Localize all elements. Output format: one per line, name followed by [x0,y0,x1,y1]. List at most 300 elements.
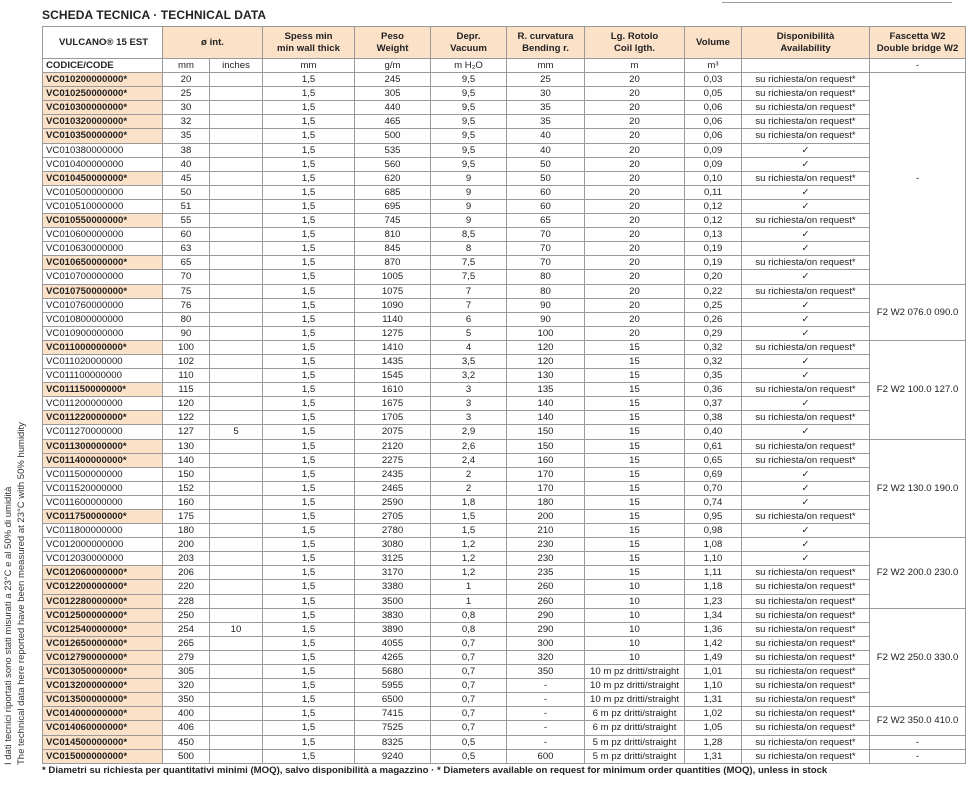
wall-thickness-cell: 1,5 [263,256,355,270]
unit-volume: m³ [685,59,742,73]
diameter-mm-cell: 60 [163,228,210,242]
vacuum-cell: 0,5 [431,735,507,749]
code-cell: VC011800000000 [43,524,163,538]
table-row [43,383,966,397]
code-cell: VC011220000000* [43,411,163,425]
diameter-inch-cell [210,735,263,749]
table-row [43,749,966,763]
weight-cell: 2780 [355,524,431,538]
vacuum-cell: 1,2 [431,552,507,566]
availability-cell: ✓ [742,552,870,566]
diameter-mm-cell: 115 [163,383,210,397]
vacuum-cell: 2,9 [431,425,507,439]
diameter-mm-cell: 35 [163,129,210,143]
diameter-mm-cell: 400 [163,707,210,721]
weight-cell: 4265 [355,650,431,664]
fascetta-cell: F2 W2 100.0 127.0 [870,340,966,439]
fascetta-cell: F2 W2 250.0 330.0 [870,608,966,707]
table-row [43,580,966,594]
volume-header: Volume [685,27,742,59]
diameter-inch-cell [210,185,263,199]
code-cell: VC010800000000 [43,312,163,326]
code-cell: VC010650000000* [43,256,163,270]
bending-radius-cell: 180 [507,495,585,509]
volume-cell: 1,31 [685,749,742,763]
code-cell: VC011200000000 [43,397,163,411]
bending-radius-cell: 260 [507,580,585,594]
diameter-inch-cell [210,270,263,284]
technical-data-table [42,26,966,764]
availability-cell: su richiesta/on request* [742,665,870,679]
diameter-mm-cell: 102 [163,354,210,368]
coil-length-cell: 15 [585,524,685,538]
coil-length-cell: 10 [585,594,685,608]
diameter-inch-cell [210,608,263,622]
wall-thickness-cell: 1,5 [263,453,355,467]
diameter-inch-cell [210,298,263,312]
vacuum-cell: 4 [431,340,507,354]
diameter-inch-cell [210,242,263,256]
weight-cell: 440 [355,101,431,115]
bending-radius-cell: 230 [507,538,585,552]
diameter-inch-cell [210,312,263,326]
vacuum-cell: 2 [431,467,507,481]
wall-thickness-cell: 1,5 [263,171,355,185]
availability-cell: su richiesta/on request* [742,622,870,636]
wall-thickness-cell: 1,5 [263,679,355,693]
diameter-inch-cell [210,87,263,101]
weight-cell: 500 [355,129,431,143]
fascetta-cell: F2 W2 350.0 410.0 [870,707,966,735]
volume-cell: 0,03 [685,73,742,87]
availability-cell: su richiesta/on request* [742,129,870,143]
bending-radius-cell: 150 [507,439,585,453]
availability-cell: ✓ [742,538,870,552]
diameter-mm-cell: 76 [163,298,210,312]
unit-wall: mm [263,59,355,73]
bending-radius-cell: 50 [507,171,585,185]
volume-cell: 1,02 [685,707,742,721]
vacuum-cell: 9,5 [431,157,507,171]
weight-cell: 2435 [355,467,431,481]
availability-cell: su richiesta/on request* [742,636,870,650]
weight-cell: 1675 [355,397,431,411]
volume-cell: 1,01 [685,665,742,679]
wall-thickness-cell: 1,5 [263,87,355,101]
bending-radius-cell: 170 [507,467,585,481]
table-row [43,143,966,157]
coil-length-cell: 20 [585,171,685,185]
availability-cell: su richiesta/on request* [742,115,870,129]
diameter-mm-cell: 175 [163,510,210,524]
wall-thickness-cell: 1,5 [263,383,355,397]
diameter-inch-cell [210,369,263,383]
weight-cell: 465 [355,115,431,129]
bending-radius-cell: 90 [507,312,585,326]
code-cell: VC011520000000 [43,481,163,495]
table-row [43,453,966,467]
wall-thickness-cell: 1,5 [263,510,355,524]
diameter-mm-cell: 65 [163,256,210,270]
diameter-mm-cell: 45 [163,171,210,185]
vacuum-cell: 1,5 [431,524,507,538]
volume-cell: 0,22 [685,284,742,298]
diameter-mm-cell: 100 [163,340,210,354]
table-row [43,636,966,650]
bending-radius-cell: 40 [507,143,585,157]
weight-cell: 810 [355,228,431,242]
unit-fascetta: - [870,59,966,73]
bending-radius-cell: 600 [507,749,585,763]
volume-cell: 1,08 [685,538,742,552]
volume-cell: 0,74 [685,495,742,509]
vacuum-cell: 9 [431,171,507,185]
code-cell: VC012000000000 [43,538,163,552]
fascetta-cell: F2 W2 076.0 090.0 [870,284,966,340]
availability-cell: su richiesta/on request* [742,214,870,228]
weight-cell: 1705 [355,411,431,425]
diameter-inch-cell [210,439,263,453]
diameter-inch-cell [210,495,263,509]
bending-radius-cell: 230 [507,552,585,566]
fascetta-cell: - [870,749,966,763]
availability-cell: su richiesta/on request* [742,453,870,467]
code-cell: VC011400000000* [43,453,163,467]
diameter-mm-cell: 152 [163,481,210,495]
diameter-mm-cell: 220 [163,580,210,594]
vacuum-cell: 0,5 [431,749,507,763]
diameter-mm-cell: 305 [163,665,210,679]
diameter-inch-cell [210,510,263,524]
diameter-mm-cell: 122 [163,411,210,425]
diameter-mm-cell: 203 [163,552,210,566]
availability-cell: su richiesta/on request* [742,340,870,354]
diameter-mm-cell: 63 [163,242,210,256]
diameter-inch-cell [210,636,263,650]
table-row [43,721,966,735]
weight-cell: 2275 [355,453,431,467]
vacuum-cell: 2 [431,481,507,495]
bending-radius-cell: 35 [507,101,585,115]
availability-cell: ✓ [742,270,870,284]
bending-radius-cell: - [507,721,585,735]
bending-radius-cell: 135 [507,383,585,397]
wall-thickness-cell: 1,5 [263,326,355,340]
coil-length-cell: 20 [585,298,685,312]
weight-cell: 5955 [355,679,431,693]
volume-cell: 0,09 [685,157,742,171]
availability-cell: ✓ [742,228,870,242]
coil-length-cell: 15 [585,354,685,368]
units-row [43,59,966,73]
volume-cell: 0,19 [685,256,742,270]
diameter-inch-cell [210,707,263,721]
diameter-mm-cell: 500 [163,749,210,763]
vacuum-cell: 8,5 [431,228,507,242]
wall-thickness-cell: 1,5 [263,369,355,383]
diameter-mm-cell: 350 [163,693,210,707]
vacuum-cell: 9,5 [431,115,507,129]
table-row [43,73,966,87]
diameter-inch-cell [210,101,263,115]
coil-length-cell: 10 m pz dritti/straight [585,665,685,679]
bending-radius-cell: 300 [507,636,585,650]
code-cell: VC012280000000* [43,594,163,608]
vacuum-cell: 3 [431,383,507,397]
code-cell: VC010400000000 [43,157,163,171]
wall-thickness-cell: 1,5 [263,580,355,594]
availability-cell: ✓ [742,157,870,171]
bending-header: R. curvatura Bending r. [507,27,585,59]
availability-cell: ✓ [742,298,870,312]
coil-length-cell: 15 [585,383,685,397]
availability-cell: ✓ [742,143,870,157]
diameter-mm-cell: 70 [163,270,210,284]
bending-radius-cell: 235 [507,566,585,580]
availability-cell: ✓ [742,312,870,326]
bending-radius-cell: 130 [507,369,585,383]
weight-cell: 1005 [355,270,431,284]
code-cell: VC013050000000* [43,665,163,679]
weight-cell: 3500 [355,594,431,608]
bending-radius-cell: 170 [507,481,585,495]
code-cell: VC012060000000* [43,566,163,580]
code-cell: VC010750000000* [43,284,163,298]
code-cell: VC015000000000* [43,749,163,763]
vacuum-cell: 9 [431,185,507,199]
coil-length-cell: 5 m pz dritti/straight [585,749,685,763]
fascetta-cell: - [870,735,966,749]
weight-cell: 245 [355,73,431,87]
diameter-mm-cell: 228 [163,594,210,608]
availability-cell: su richiesta/on request* [742,580,870,594]
availability-cell: su richiesta/on request* [742,594,870,608]
volume-cell: 0,25 [685,298,742,312]
bending-radius-cell: - [507,693,585,707]
volume-cell: 0,13 [685,228,742,242]
coil-length-cell: 15 [585,481,685,495]
vacuum-cell: 8 [431,242,507,256]
vacuum-cell: 0,7 [431,721,507,735]
bending-radius-cell: 80 [507,284,585,298]
availability-cell: su richiesta/on request* [742,707,870,721]
coil-header: Lg. Rotolo Coil lgth. [585,27,685,59]
bending-radius-cell: - [507,707,585,721]
volume-cell: 0,40 [685,425,742,439]
diameter-header: ø int. [163,27,263,59]
code-cell: VC011270000000 [43,425,163,439]
diameter-inch-cell [210,354,263,368]
weight-cell: 3890 [355,622,431,636]
bending-radius-cell: 150 [507,425,585,439]
diameter-inch-cell [210,397,263,411]
wall-thickness-cell: 1,5 [263,594,355,608]
code-cell: VC010450000000* [43,171,163,185]
coil-length-cell: 20 [585,284,685,298]
side-note-line-en: The technical data here reported have been measured at 23°C with 50% humidity [16,422,27,765]
code-cell: VC012540000000* [43,622,163,636]
diameter-mm-cell: 110 [163,369,210,383]
bending-radius-cell: - [507,679,585,693]
table-row [43,510,966,524]
wall-thickness-cell: 1,5 [263,566,355,580]
availability-cell: ✓ [742,354,870,368]
volume-cell: 0,05 [685,87,742,101]
volume-cell: 0,61 [685,439,742,453]
diameter-inch-cell [210,749,263,763]
weight-cell: 3830 [355,608,431,622]
code-cell: VC010500000000 [43,185,163,199]
wall-thickness-cell: 1,5 [263,650,355,664]
diameter-inch-cell [210,411,263,425]
vacuum-cell: 0,7 [431,650,507,664]
diameter-mm-cell: 40 [163,157,210,171]
table-row [43,650,966,664]
availability-cell: su richiesta/on request* [742,256,870,270]
bending-radius-cell: 80 [507,270,585,284]
weight-cell: 3380 [355,580,431,594]
table-row [43,735,966,749]
weight-cell: 745 [355,214,431,228]
code-cell: VC014060000000* [43,721,163,735]
table-row [43,566,966,580]
wall-thickness-cell: 1,5 [263,481,355,495]
code-cell: VC010510000000 [43,199,163,213]
wall-thickness-cell: 1,5 [263,199,355,213]
table-row [43,242,966,256]
bending-radius-cell: 320 [507,650,585,664]
coil-length-cell: 15 [585,340,685,354]
diameter-mm-cell: 55 [163,214,210,228]
coil-length-cell: 20 [585,73,685,87]
diameter-inch-cell [210,467,263,481]
weight-cell: 3125 [355,552,431,566]
vacuum-header: Depr. Vacuum [431,27,507,59]
diameter-mm-cell: 160 [163,495,210,509]
vacuum-cell: 7,5 [431,270,507,284]
weight-cell: 685 [355,185,431,199]
vacuum-cell: 2,4 [431,453,507,467]
vacuum-cell: 7 [431,298,507,312]
page-title: SCHEDA TECNICA · TECHNICAL DATA [42,8,267,22]
diameter-inch-cell [210,566,263,580]
bending-radius-cell: 70 [507,228,585,242]
code-cell: VC013500000000* [43,693,163,707]
coil-length-cell: 20 [585,185,685,199]
code-cell: VC010250000000* [43,87,163,101]
weight-cell: 6500 [355,693,431,707]
volume-cell: 0,95 [685,510,742,524]
code-cell: VC010600000000 [43,228,163,242]
availability-cell: su richiesta/on request* [742,693,870,707]
table-row [43,397,966,411]
coil-length-cell: 5 m pz dritti/straight [585,735,685,749]
vacuum-cell: 1,5 [431,510,507,524]
vacuum-cell: 3 [431,397,507,411]
wall-thickness-cell: 1,5 [263,101,355,115]
bending-radius-cell: 350 [507,665,585,679]
diameter-inch-cell [210,143,263,157]
vacuum-cell: 3 [431,411,507,425]
volume-cell: 0,70 [685,481,742,495]
diameter-inch-cell [210,199,263,213]
availability-cell: su richiesta/on request* [742,510,870,524]
coil-length-cell: 20 [585,143,685,157]
volume-cell: 1,28 [685,735,742,749]
vacuum-cell: 9,5 [431,101,507,115]
table-row [43,157,966,171]
weight-cell: 5680 [355,665,431,679]
volume-cell: 0,37 [685,397,742,411]
wall-thickness-cell: 1,5 [263,707,355,721]
bending-radius-cell: 40 [507,129,585,143]
coil-length-cell: 15 [585,369,685,383]
diameter-mm-cell: 30 [163,101,210,115]
fascetta-cell: F2 W2 130.0 190.0 [870,439,966,538]
code-cell: VC011600000000 [43,495,163,509]
weight-cell: 7525 [355,721,431,735]
vacuum-cell: 0,8 [431,608,507,622]
vacuum-cell: 9,5 [431,129,507,143]
coil-length-cell: 20 [585,115,685,129]
volume-cell: 1,34 [685,608,742,622]
table-row [43,256,966,270]
unit-availability [742,59,870,73]
fascetta-cell: F2 W2 200.0 230.0 [870,538,966,608]
coil-length-cell: 15 [585,566,685,580]
vacuum-cell: 7 [431,284,507,298]
table-row [43,312,966,326]
code-cell: VC012650000000* [43,636,163,650]
header-row [43,27,966,59]
availability-cell: su richiesta/on request* [742,749,870,763]
vacuum-cell: 0,7 [431,665,507,679]
table-row [43,171,966,185]
bending-radius-cell: 50 [507,157,585,171]
table-row [43,228,966,242]
coil-length-cell: 15 [585,453,685,467]
volume-cell: 1,10 [685,679,742,693]
diameter-mm-cell: 90 [163,326,210,340]
table-row [43,340,966,354]
diameter-inch-cell [210,721,263,735]
volume-cell: 0,32 [685,340,742,354]
table-row [43,439,966,453]
coil-length-cell: 15 [585,411,685,425]
availability-cell: su richiesta/on request* [742,171,870,185]
diameter-mm-cell: 265 [163,636,210,650]
code-cell: VC010350000000* [43,129,163,143]
table-row [43,495,966,509]
volume-cell: 1,49 [685,650,742,664]
availability-cell: su richiesta/on request* [742,566,870,580]
bending-radius-cell: 70 [507,242,585,256]
vacuum-cell: 7,5 [431,256,507,270]
code-cell: VC011020000000 [43,354,163,368]
coil-length-cell: 20 [585,199,685,213]
diameter-inch-cell [210,214,263,228]
diameter-inch-cell [210,453,263,467]
wall-thickness-cell: 1,5 [263,115,355,129]
availability-cell: ✓ [742,467,870,481]
coil-length-cell: 15 [585,467,685,481]
volume-cell: 0,29 [685,326,742,340]
code-cell: VC010700000000 [43,270,163,284]
code-header: CODICE/CODE [43,59,163,73]
weight-cell: 3170 [355,566,431,580]
coil-length-cell: 6 m pz dritti/straight [585,721,685,735]
code-cell: VC014500000000* [43,735,163,749]
